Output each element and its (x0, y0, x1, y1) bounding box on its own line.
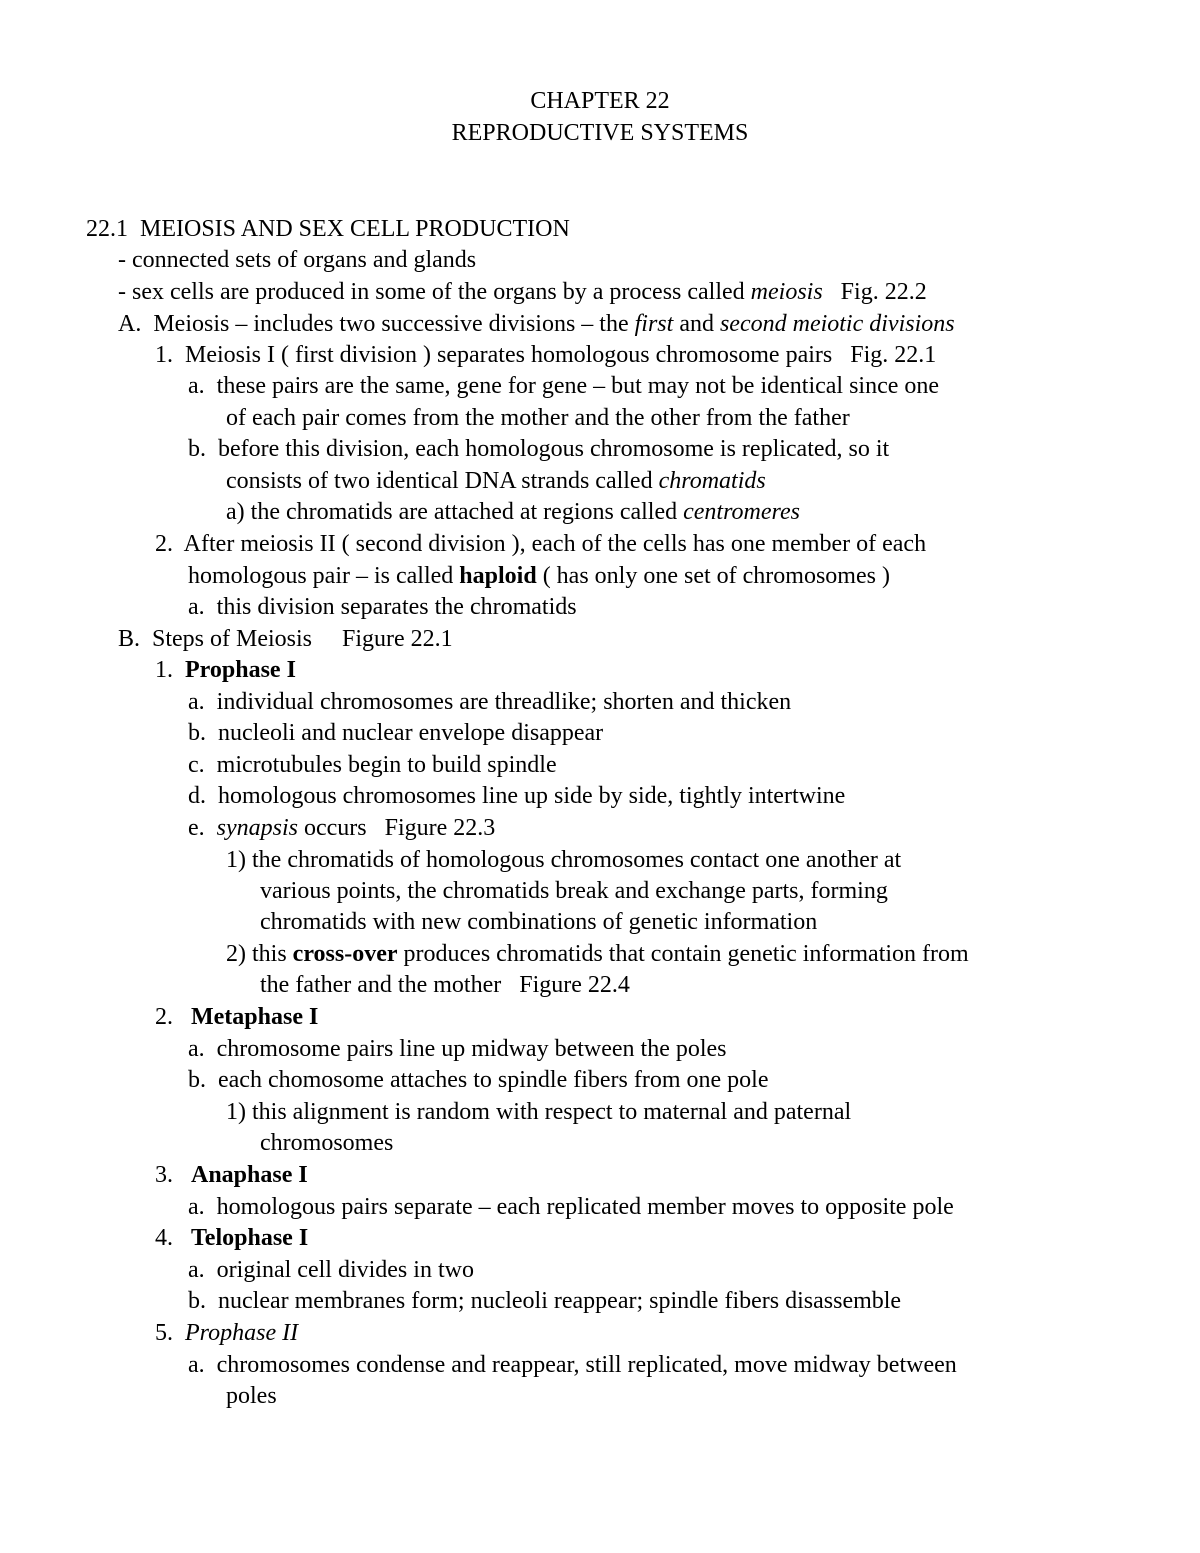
outline-line-B-1-e-1-cont1 (260, 876, 888, 906)
line-text: 1. (155, 657, 185, 683)
line-text: d. homologous chromosomes line up side by side, tightly intertwine (188, 783, 846, 809)
outline-line-B-1-e (188, 813, 495, 843)
line-text: b. nucleoli and nuclear envelope disappear (188, 720, 604, 746)
line-text: 4. (155, 1225, 191, 1251)
outline-line-B-4 (155, 1223, 308, 1253)
line-text: a. original cell divides in two (188, 1257, 474, 1283)
line-text: a. chromosomes condense and reappear, still replicated, move midway between (188, 1352, 957, 1378)
line-text: a. this division separates the chromatids (188, 594, 577, 620)
line-text: 2. (155, 1004, 191, 1030)
italic-term: synapsis (216, 815, 298, 841)
line-text: - connected sets of organs and glands (118, 247, 477, 273)
line-text: 5. (155, 1320, 185, 1346)
outline-line-B-2-b-1 (226, 1097, 851, 1127)
line-text: a. individual chromosomes are threadlike; shorten and thicken (188, 689, 792, 715)
outline-line-B-4-a (188, 1255, 474, 1285)
outline-line-A (118, 309, 955, 339)
bold-term: cross-over (292, 941, 398, 967)
line-text: poles (226, 1383, 277, 1409)
outline-line-B-2-b-1-cont (260, 1128, 393, 1158)
italic-term: first (634, 311, 674, 337)
line-text: Fig. 22.2 (822, 279, 927, 305)
outline-line-A-1-a (188, 371, 939, 401)
outline-line-B-5 (155, 1318, 298, 1348)
outline-line-B-1-e-1 (226, 845, 901, 875)
outline-line-B-5-a (188, 1350, 957, 1380)
outline-line-intro-1 (118, 245, 476, 275)
line-text: homologous pair – is called (188, 563, 460, 589)
line-text: occurs Figure 22.3 (298, 815, 496, 841)
line-text: A. Meiosis – includes two successive divisions – the (118, 311, 635, 337)
line-text: b. each chomosome attaches to spindle fibers from one pole (188, 1067, 769, 1093)
outline-line-B-1-e-1-cont2 (260, 907, 817, 937)
line-text: various points, the chromatids break and exchange parts, forming (260, 878, 888, 904)
line-text: 2. After meiosis II ( second division ), each of the cells has one member of each (155, 531, 927, 557)
italic-term: chromatids (658, 468, 766, 494)
outline-line-B-1-a (188, 687, 791, 717)
outline-line-A-2 (155, 529, 926, 559)
line-text: produces chromatids that contain genetic information from (397, 941, 969, 967)
chapter-title: REPRODUCTIVE SYSTEMS (451, 120, 749, 146)
line-text: consists of two identical DNA strands called (226, 468, 659, 494)
outline-line-B-4-b (188, 1286, 901, 1316)
line-text: - sex cells are produced in some of the organs by a process called (118, 279, 751, 305)
line-text: a. chromosome pairs line up midway between the poles (188, 1036, 727, 1062)
outline-line-B-1-b (188, 718, 603, 748)
line-text: B. Steps of Meiosis Figure 22.1 (118, 626, 453, 652)
outline-line-B-3-a (188, 1192, 954, 1222)
line-text: ( has only one set of chromosomes ) (536, 563, 890, 589)
outline-line-B-2-b (188, 1065, 769, 1095)
line-text: a. homologous pairs separate – each replicated member moves to opposite pole (188, 1194, 954, 1220)
line-text: e. (188, 815, 217, 841)
outline-line-B-2 (155, 1002, 318, 1032)
line-text: 22.1 MEIOSIS AND SEX CELL PRODUCTION (86, 216, 570, 242)
line-text: 3. (155, 1162, 191, 1188)
line-text: c. microtubules begin to build spindle (188, 752, 557, 778)
outline-line-section-heading (86, 214, 570, 244)
line-text: and (673, 311, 720, 337)
line-text: 1) this alignment is random with respect to maternal and paternal (226, 1099, 852, 1125)
italic-term: Prophase II (185, 1320, 299, 1346)
bold-term: Metaphase I (191, 1004, 319, 1030)
line-text: chromosomes (260, 1130, 394, 1156)
outline-line-A-2-a (188, 592, 577, 622)
outline-line-A-2-cont (188, 561, 890, 591)
line-text: 1. Meiosis I ( first division ) separates homologous chromosome pairs Fig. 22.1 (155, 342, 937, 368)
line-text: 2) this (226, 941, 293, 967)
bold-term: Telophase I (191, 1225, 309, 1251)
line-text: a) the chromatids are attached at regions called (226, 499, 684, 525)
line-text: b. before this division, each homologous chromosome is replicated, so it (188, 436, 890, 462)
outline-line-B-1-e-2 (226, 939, 969, 969)
outline-line-B-1-e-2-cont (260, 970, 630, 1000)
outline-line-B-1-c (188, 750, 557, 780)
outline-line-A-1-b-cont (226, 466, 766, 496)
outline-line-B (118, 624, 453, 654)
chapter-number: CHAPTER 22 (530, 88, 670, 114)
outline-line-B-2-a (188, 1034, 727, 1064)
line-text: of each pair comes from the mother and the other from the father (226, 405, 850, 431)
line-text: 1) the chromatids of homologous chromosomes contact one another at (226, 847, 902, 873)
outline-line-A-1-b (188, 434, 889, 464)
outline-line-A-1-a-cont (226, 403, 850, 433)
line-text: a. these pairs are the same, gene for gene – but may not be identical since one (188, 373, 940, 399)
italic-term: second meiotic divisions (719, 311, 955, 337)
bold-term: Prophase I (185, 657, 296, 683)
italic-term: meiosis (750, 279, 823, 305)
outline-line-intro-2 (118, 277, 927, 307)
outline-line-B-1-d (188, 781, 845, 811)
bold-term: haploid (459, 563, 537, 589)
outline-line-A-1-b-a (226, 497, 800, 527)
line-text: the father and the mother Figure 22.4 (260, 972, 630, 998)
line-text: chromatids with new combinations of genetic information (260, 909, 818, 935)
outline-line-B-3 (155, 1160, 308, 1190)
italic-term: centromeres (683, 499, 800, 525)
line-text: b. nuclear membranes form; nucleoli reappear; spindle fibers disassemble (188, 1288, 902, 1314)
outline-line-A-1 (155, 340, 936, 370)
outline-line-B-1 (155, 655, 296, 685)
outline-line-B-5-a-cont (226, 1381, 277, 1411)
bold-term: Anaphase I (191, 1162, 308, 1188)
